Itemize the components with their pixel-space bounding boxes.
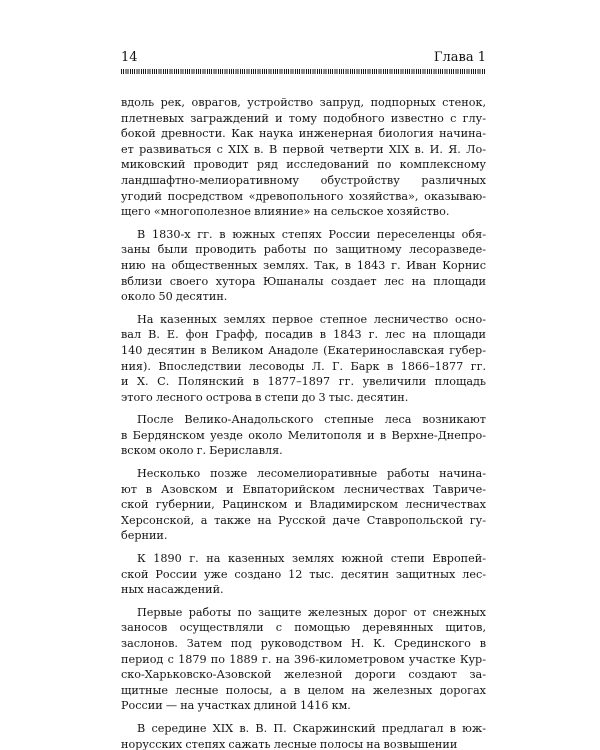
text-line: плетневых заграждений и тому подобного известно с глу- [121, 111, 486, 125]
text-line: миковский проводит ряд исследований по комплексному [121, 158, 486, 172]
text-line: заслонов. Затем под руководством Н. К. Срединского в [121, 637, 486, 650]
paragraph [121, 412, 486, 459]
text-line: этого лесного острова в степи до 3 тыс. десятин. [121, 390, 409, 404]
text-line: России — на участках длиной 1416 км. [121, 699, 351, 713]
paragraph [121, 721, 486, 750]
text-line: вал В. Е. фон Графф, посадив в 1843 г. лес на площади [121, 328, 486, 342]
text-line: вблизи своего хутора Юшаналы создает лес на площади [121, 274, 486, 288]
text-line: ско-Харьковско-Азовской железной дороги создают за- [121, 668, 486, 682]
text-line: бернии. [121, 529, 168, 543]
text-line: ния). Впоследствии лесоводы Л. Г. Барк в 1866–1877 гг. [121, 359, 486, 373]
body-text [121, 95, 486, 750]
text-line: К 1890 г. на казенных землях южной степи Европей- [137, 552, 486, 566]
text-line: бокой древности. Как наука инженерная биология начина- [121, 127, 486, 141]
text-line: вдоль рек, оврагов, устройство запруд, подпорных стенок, [121, 96, 486, 109]
header-rule [121, 69, 486, 74]
text-line: и Х. С. Полянский в 1877–1897 гг. увеличили площадь [121, 375, 486, 389]
text-line: щего «многополезное влияние» на сельское хозяйство. [121, 205, 450, 219]
text-line: в Бердянском уезде около Мелитополя и в Верхне-Днепро- [121, 428, 486, 442]
text-line: нию на общественных землях. Так, в 1843 г. Иван Корнис [121, 258, 486, 272]
paragraph [121, 551, 486, 598]
text-line: После Велико-Анадольского степные леса возникают [137, 413, 486, 427]
running-head [121, 48, 486, 68]
text-line: На казенных землях первое степное лесничество осно- [137, 312, 486, 326]
text-line: ных насаждений. [121, 583, 224, 597]
text-line: Несколько позже лесомелиоративные работы начина- [137, 467, 486, 481]
text-line: ландшафтно-мелиоративному обустройству различных [121, 173, 486, 187]
text-line: норусских степях сажать лесные полосы на возвышении [121, 737, 458, 750]
paragraph [121, 312, 486, 406]
text-line: Херсонской, а также на Русской даче Ставропольской гу- [121, 513, 486, 527]
text-line: ет развиваться с XIX в. В первой четверти XIX в. И. Я. Ло- [121, 142, 486, 156]
text-line: ют в Азовском и Евпаторийском лесничествах Тавриче- [121, 482, 486, 496]
text-line: около 50 десятин. [121, 290, 228, 304]
text-line: ской губернии, Рацинском и Владимирском лесничествах [121, 498, 486, 512]
text-line: период с 1879 по 1889 г. на 396-километровом участке Кур- [121, 652, 486, 666]
text-line: Первые работы по защите железных дорог от снежных [137, 605, 486, 619]
paragraph [121, 605, 486, 714]
text-line: заносов осуществляли с помощью деревянных щитов, [121, 621, 486, 635]
paragraph [121, 227, 486, 305]
text-line: вском около г. Бериславля. [121, 444, 283, 458]
chapter-label: Глава 1 [433, 50, 486, 65]
text-line: ской России уже создано 12 тыс. десятин защитных лес- [121, 567, 486, 581]
text-line: угодий посредством «древопольного хозяйства», оказываю- [121, 189, 486, 203]
paragraph [121, 95, 486, 220]
text-line: В 1830-х гг. в южных степях России переселенцы обя- [137, 227, 486, 241]
page-number: 14 [121, 50, 138, 65]
text-line: заны были проводить работы по защитному лесоразведе- [121, 243, 486, 257]
text-line: щитные лесные полосы, а в целом на железных дорогах [121, 683, 486, 697]
paragraph [121, 466, 486, 544]
text-line: 140 десятин в Великом Анадоле (Екатеринославская губер- [121, 343, 486, 357]
text-line: В середине XIX в. В. П. Скаржинский предлагал в юж- [137, 721, 486, 735]
